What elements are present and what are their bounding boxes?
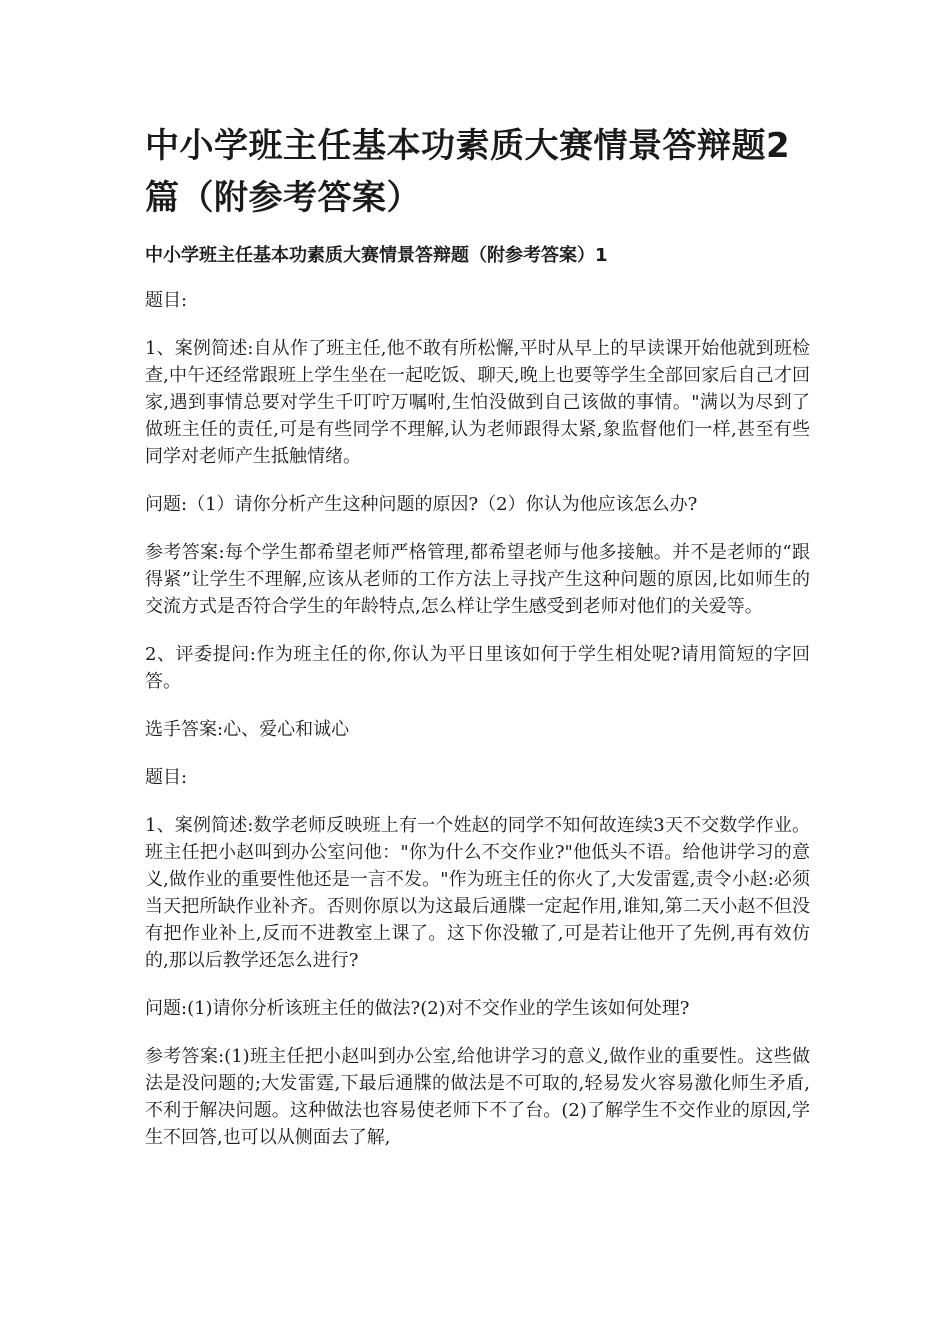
paragraph-answer-1: 参考答案:每个学生都希望老师严格管理,都希望老师与他多接触。并不是老师的“跟得紧”让学生不理解,应该从老师的工作方法上寻找产生这种问题的原因,比如师生的交流方式是否符合学生的年龄特点,怎么样让学生感受到老师对他们的关爱等。 (145, 542, 810, 617)
paragraph-question-label-1: 题目: (145, 290, 188, 311)
document-title: 中小学班主任基本功素质大赛情景答辩题2篇（附参考答案） (145, 126, 791, 218)
paragraph-judge-question: 2、评委提问:作为班主任的你,你认为平日里该如何于学生相处呢?请用简短的字回答。 (145, 644, 810, 692)
paragraph-case-1: 1、案例简述:自从作了班主任,他不敢有所松懈,平时从早上的早读课开始他就到班检查,中午还经常跟班上学生坐在一起吃饭、聊天,晚上也要等学生全部回家后自己才回家,遇到事情总要对学生千叮咛万嘱咐,生怕没做到自己该做的事情。"满以为尽到了做班主任的责任,可是有些同学不理解,认为老师跟得太紧,象监督他们一样,甚至有些同学对老师产生抵触情绪。 (145, 338, 810, 467)
document-page (145, 120, 810, 1172)
section-heading: 中小学班主任基本功素质大赛情景答辩题（附参考答案）1 (145, 245, 608, 266)
paragraph-answer-2: 参考答案:(1)班主任把小赵叫到办公室,给他讲学习的意义,做作业的重要性。这些做法是没问题的;大发雷霆,下最后通牒的做法是不可取的,轻易发火容易激化师生矛盾,不利于解决问题。这种做法也容易使老师下不了台。(2)了解学生不交作业的原因,学生不回答,也可以从侧面去了解, (145, 1046, 810, 1148)
paragraph-case-2: 1、案例简述:数学老师反映班上有一个姓赵的同学不知何故连续3天不交数学作业。班主任把小赵叫到办公室问他："你为什么不交作业?"他低头不语。给他讲学习的意义,做作业的重要性他还是一言不发。"作为班主任的你火了,大发雷霆,责令小赵:必须当天把所缺作业补齐。否则你原以为这最后通牒一定起作用,谁知,第二天小赵不但没有把作业补上,反而不进教室上课了。这下你没辙了,可是若让他开了先例,再有效仿的,那以后教学还怎么进行? (145, 815, 810, 971)
paragraph-question-2: 问题:(1)请你分析该班主任的做法?(2)对不交作业的学生该如何处理? (145, 998, 690, 1019)
paragraph-question-label-2: 题目: (145, 767, 188, 788)
paragraph-question-1: 问题:（1）请你分析产生这种问题的原因?（2）你认为他应该怎么办? (145, 494, 698, 515)
paragraph-contestant-answer: 选手答案:心、爱心和诚心 (145, 719, 350, 740)
